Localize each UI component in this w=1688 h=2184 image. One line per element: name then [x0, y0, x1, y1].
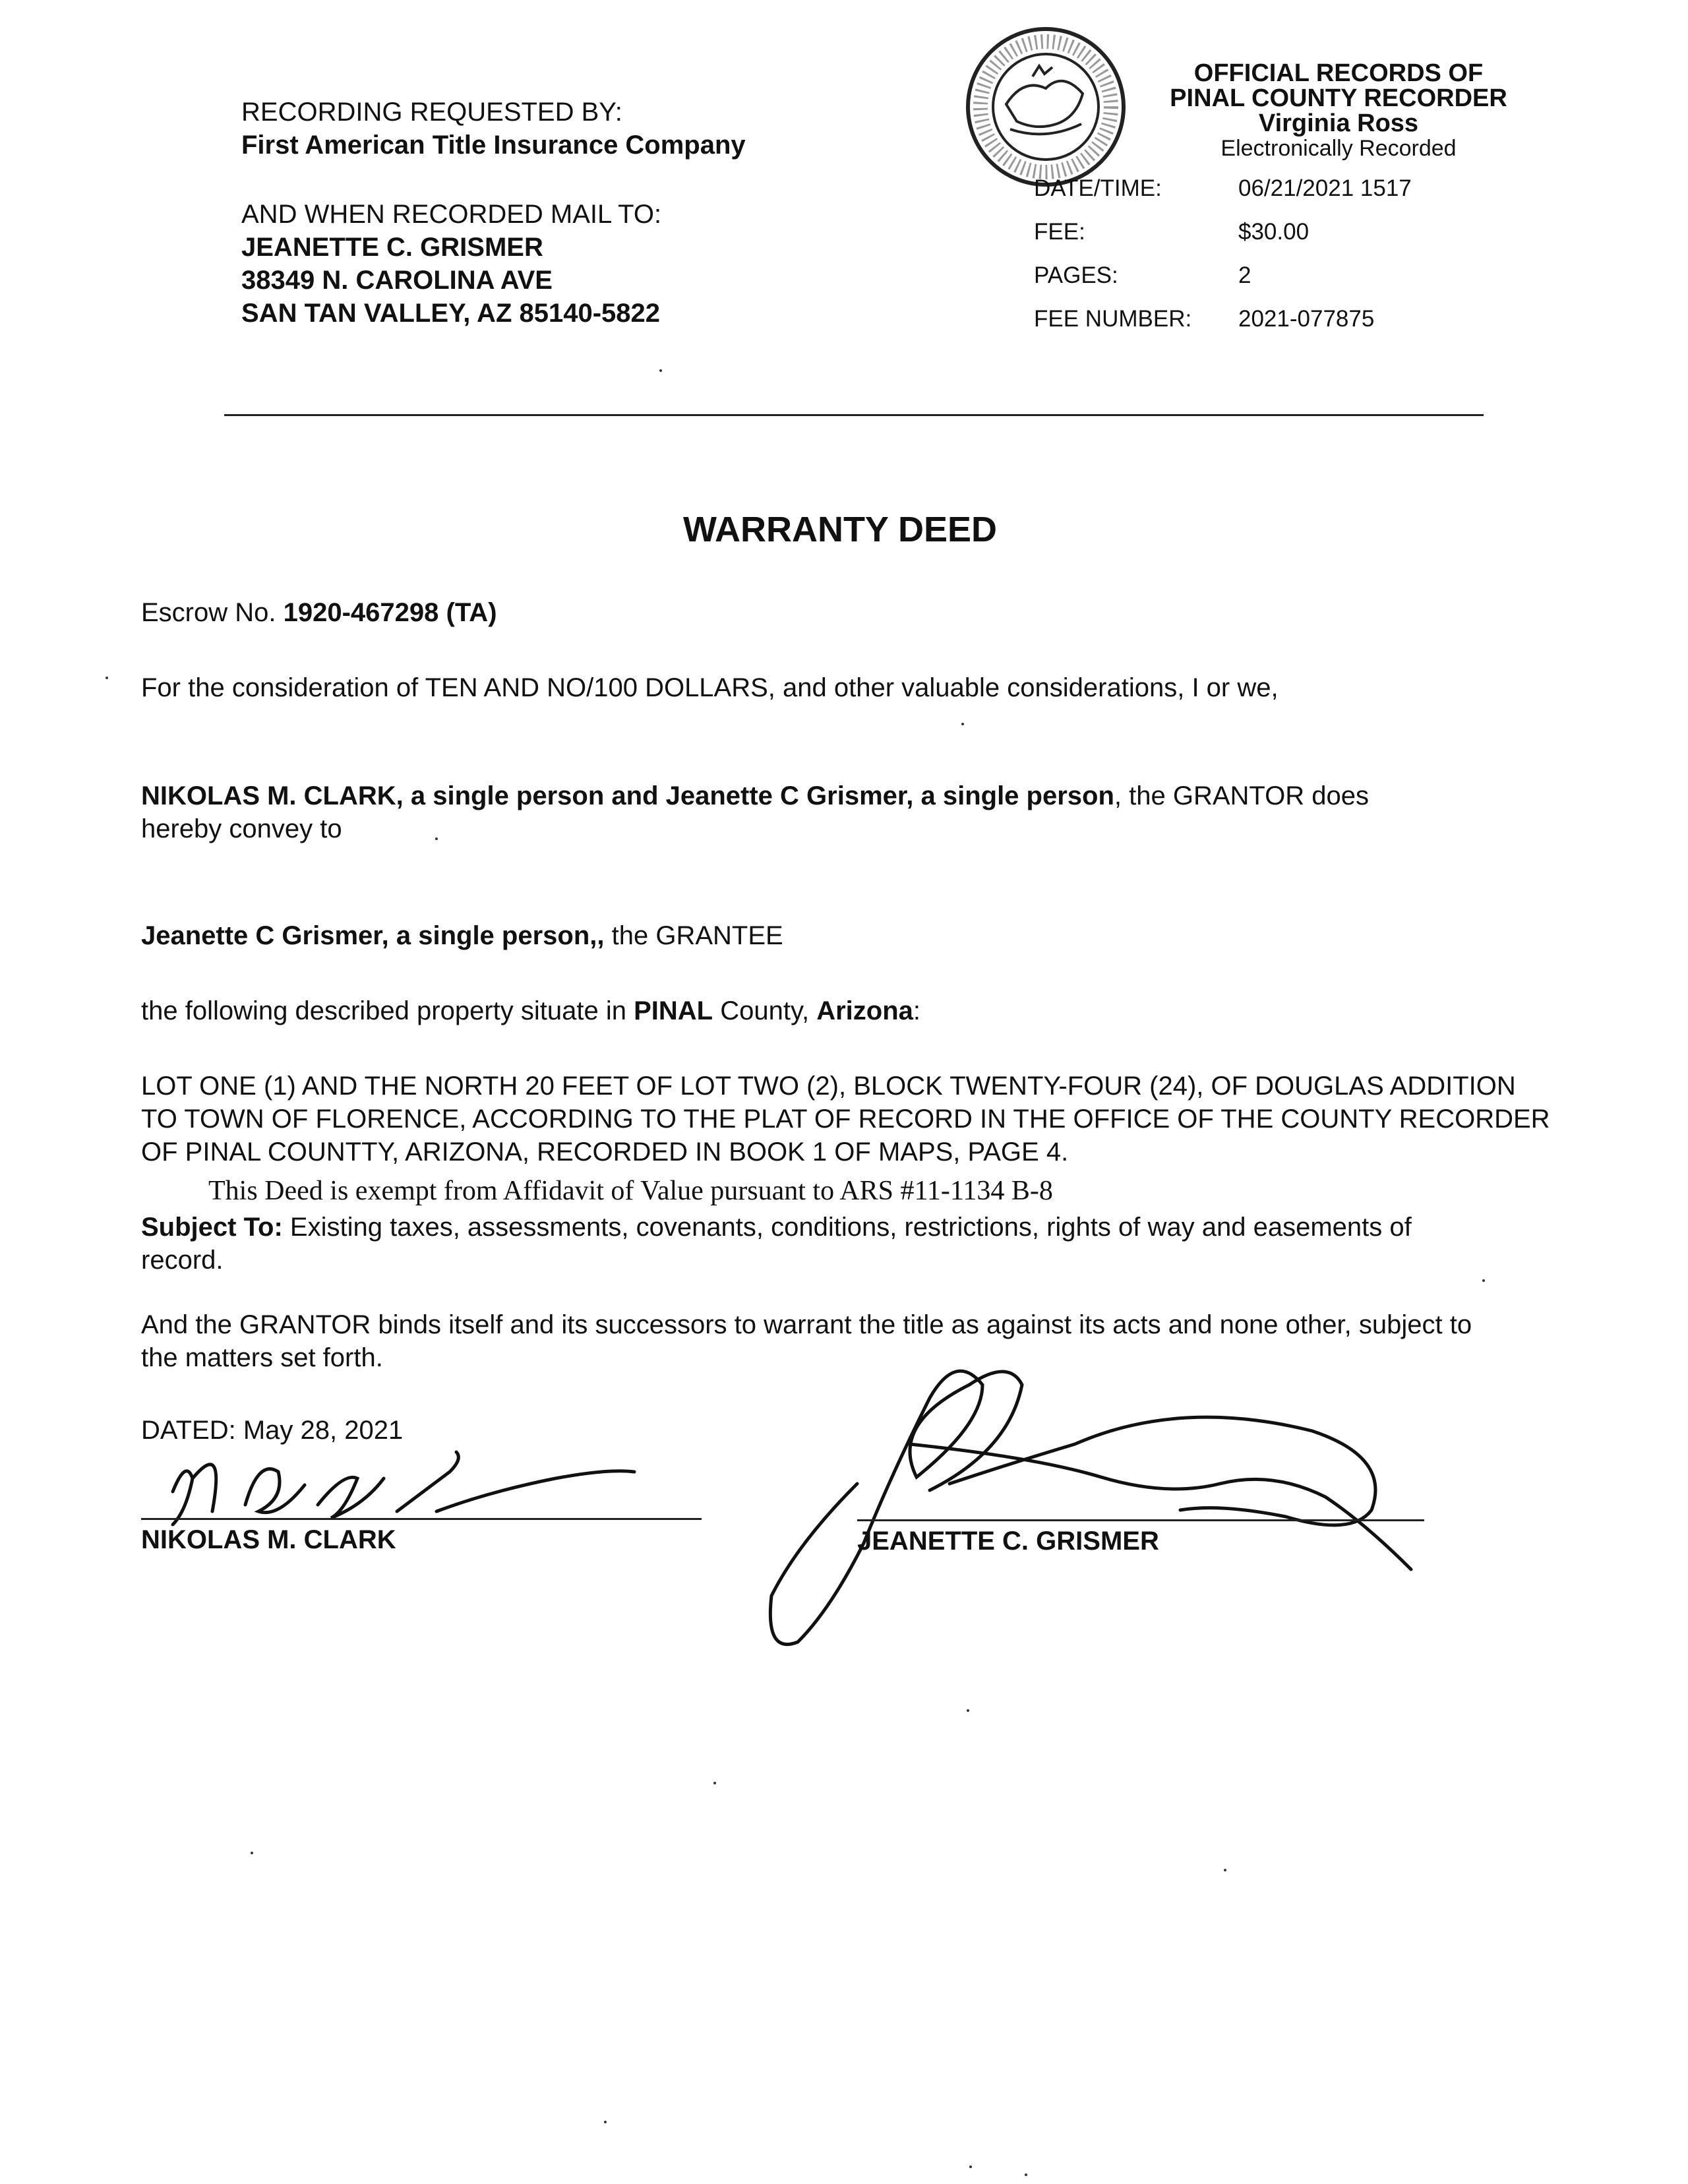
- subject-label: Subject To:: [141, 1213, 283, 1242]
- warrant-line-2: the matters set forth.: [141, 1343, 383, 1372]
- escrow-line: [141, 596, 497, 629]
- exempt-note: This Deed is exempt from Affidavit of Value pursuant to ARS #11-1134 B-8: [208, 1176, 1053, 1206]
- pages-label: PAGES:: [1034, 262, 1118, 288]
- scan-speck: [1025, 2173, 1027, 2176]
- grantor-names: NIKOLAS M. CLARK, a single person and Jeanette C Grismer, a single person: [141, 781, 1114, 810]
- scan-speck: [1482, 1279, 1485, 1282]
- recording-row-fee: [1034, 219, 1495, 262]
- header-divider: [224, 414, 1484, 416]
- mail-to-name: JEANETTE C. GRISMER: [241, 233, 543, 262]
- scan-speck: [961, 723, 964, 725]
- recording-requested-block: [241, 96, 746, 162]
- scan-speck: [251, 1852, 253, 1854]
- grantor-paragraph: [141, 779, 1526, 845]
- grantee-rest: the GRANTEE: [604, 921, 783, 950]
- property-post: :: [913, 996, 921, 1025]
- legal-line: LOT ONE (1) AND THE NORTH 20 FEET OF LOT TWO (2), BLOCK TWENTY-FOUR (24), OF DOUGLAS ADDITION: [141, 1072, 1516, 1101]
- fee-value: $30.00: [1238, 219, 1310, 245]
- signature-nikolas-icon: [146, 1432, 648, 1531]
- grantee-paragraph: [141, 919, 783, 952]
- subject-text-1: Existing taxes, assessments, covenants, conditions, restrictions, rights of way and easements of: [282, 1213, 1412, 1242]
- property-pre: the following described property situate in: [141, 996, 634, 1025]
- scan-speck: [106, 677, 108, 679]
- legal-line: OF PINAL COUNTTY, ARIZONA, RECORDED IN BOOK 1 OF MAPS, PAGE 4.: [141, 1138, 1069, 1167]
- escrow-label: Escrow No.: [141, 598, 276, 627]
- consideration-text: For the consideration of TEN AND NO/100 DOLLARS, and other valuable considerations, I or we,: [141, 673, 1279, 702]
- legal-line: TO TOWN OF FLORENCE, ACCORDING TO THE PLAT OF RECORD IN THE OFFICE OF THE COUNTY RECORDER: [141, 1105, 1550, 1134]
- pages-value: 2: [1238, 262, 1251, 288]
- subject-to-paragraph: [141, 1211, 1592, 1277]
- recording-info-table: [1034, 175, 1495, 349]
- warrant-line-1: And the GRANTOR binds itself and its successors to warrant the title as against its acts and none other, subject to: [141, 1310, 1472, 1339]
- recorder-name: Virginia Ross: [1258, 109, 1419, 137]
- signer-2-name: JEANETTE C. GRISMER: [857, 1527, 1159, 1556]
- datetime-label: DATE/TIME:: [1034, 175, 1162, 201]
- scan-speck: [604, 2121, 607, 2123]
- mail-to-block: [241, 198, 661, 330]
- scan-speck: [659, 369, 662, 372]
- scan-speck: [967, 1709, 969, 1712]
- property-county: PINAL: [634, 996, 713, 1025]
- grantee-names: Jeanette C Grismer, a single person,,: [141, 921, 605, 950]
- signature-line-2: [857, 1519, 1424, 1521]
- recording-row-datetime: [1034, 175, 1495, 219]
- recording-requested-label: RECORDING REQUESTED BY:: [241, 98, 622, 127]
- property-state: Arizona: [816, 996, 913, 1025]
- recorder-status: Electronically Recorded: [1221, 136, 1457, 161]
- dated-line: DATED: May 28, 2021: [141, 1416, 404, 1445]
- scan-speck: [713, 1782, 716, 1784]
- mail-to-label: AND WHEN RECORDED MAIL TO:: [241, 200, 662, 229]
- signature-jeanette-icon: [758, 1345, 1424, 1662]
- recorder-line2: PINAL COUNTY RECORDER: [1170, 84, 1507, 112]
- property-paragraph: [141, 994, 920, 1027]
- document-title: WARRANTY DEED: [682, 510, 998, 549]
- signature-line-1: [141, 1518, 702, 1520]
- fee-number-label: FEE NUMBER:: [1034, 306, 1192, 332]
- scan-speck: [969, 2166, 972, 2168]
- mail-to-city: SAN TAN VALLEY, AZ 85140-5822: [241, 299, 661, 328]
- grantor-rest-2: hereby convey to: [141, 814, 342, 843]
- property-mid: County,: [713, 996, 817, 1025]
- escrow-number: 1920-467298 (TA): [283, 598, 497, 627]
- subject-text-2: record.: [141, 1246, 224, 1275]
- recording-row-fee-number: [1034, 306, 1495, 349]
- signer-1-name: NIKOLAS M. CLARK: [141, 1525, 396, 1554]
- datetime-value: 06/21/2021 1517: [1238, 175, 1412, 201]
- county-seal-icon: [964, 25, 1128, 189]
- recording-requested-by: First American Title Insurance Company: [241, 131, 746, 160]
- fee-label: FEE:: [1034, 219, 1085, 245]
- recorder-line1: OFFICIAL RECORDS OF: [1193, 59, 1484, 87]
- grantor-rest-1: , the GRANTOR does: [1114, 781, 1369, 810]
- mail-to-street: 38349 N. CAROLINA AVE: [241, 266, 553, 295]
- recorder-heading: [1114, 61, 1563, 161]
- fee-number-value: 2021-077875: [1238, 306, 1375, 332]
- recording-row-pages: [1034, 262, 1495, 306]
- scan-speck: [1224, 1869, 1226, 1871]
- legal-description: [141, 1070, 1579, 1168]
- scan-speck: [435, 837, 438, 840]
